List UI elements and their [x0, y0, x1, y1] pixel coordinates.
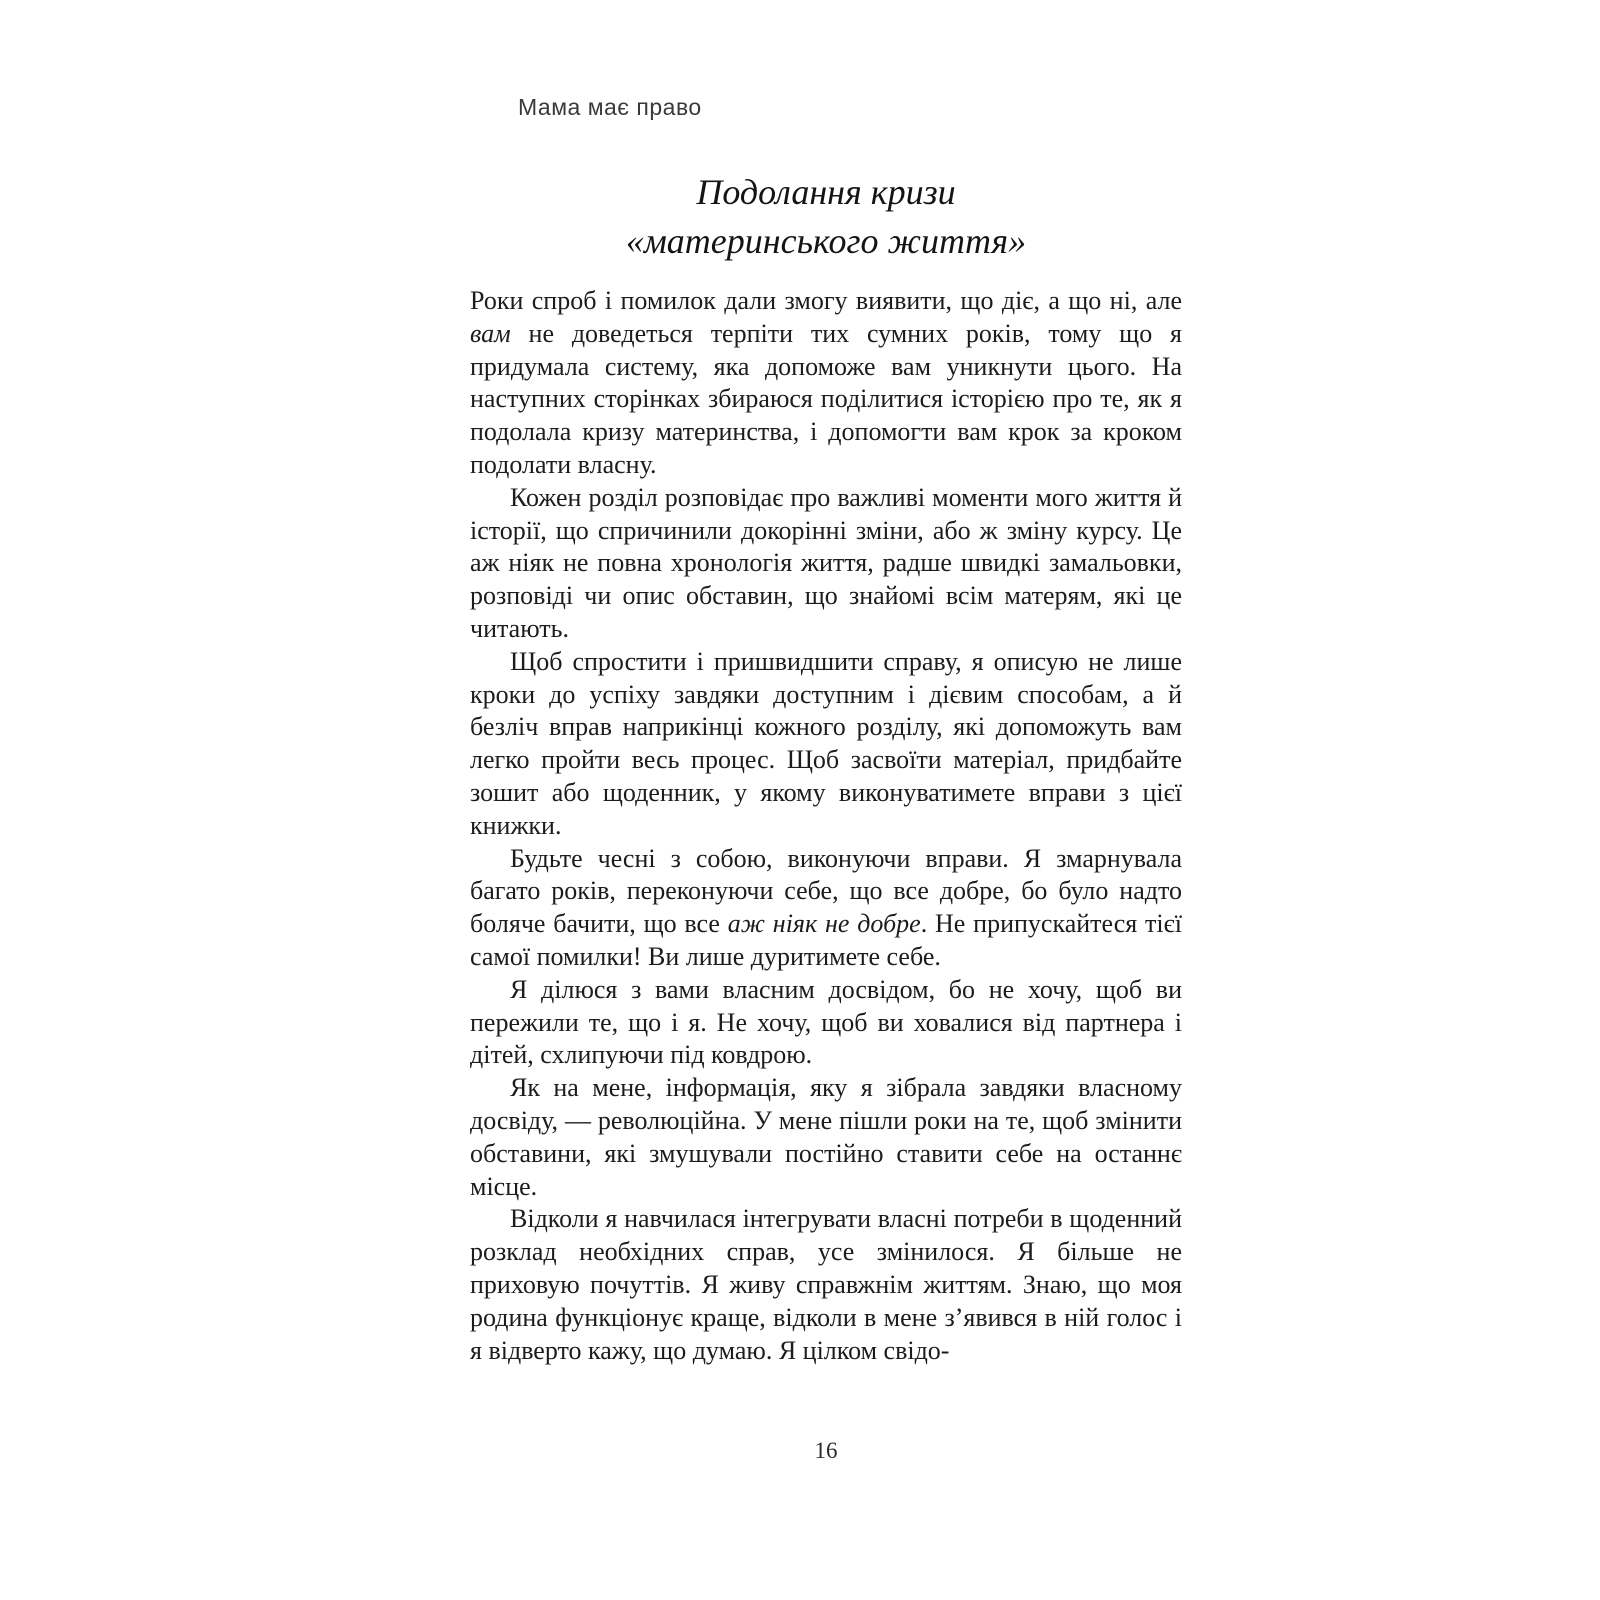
paragraph — [470, 1203, 1182, 1367]
chapter-title — [470, 168, 1182, 266]
emphasized-text: аж ніяк не добре — [727, 909, 921, 939]
page-number: 16 — [814, 1438, 838, 1463]
paragraph — [470, 285, 1182, 482]
paragraph — [470, 482, 1182, 646]
paragraph-text: Будьте чесні з собою, виконуючи вправи. Я змарнувала багато років, переконуючи себе, що все добре, бо було надто боляче бачити, що все — [470, 843, 1182, 939]
paragraph-text: Роки спроб і помилок дали змогу виявити, що діє, а що ні, але — [470, 286, 1182, 315]
chapter-title-line-1: Подолання кризи — [696, 172, 956, 212]
paragraph-text: Кожен розділ розповідає про важливі моменти мого життя й історії, що спричинили докорінні зміни, або ж зміну курсу. Це аж ніяк не повна хронологія життя, радше швидкі замальовки, розповіді чи опис обставин, що знайомі всім матерям, які це читають. — [470, 482, 1182, 643]
chapter-title-line-2: «материнського життя» — [625, 221, 1027, 261]
paragraph-text: Я ділюся з вами власним досвідом, бо не хочу, щоб ви пережили те, що і я. Не хочу, щоб ви ховалися від партнера і дітей, схлипуючи під ковдрою. — [470, 974, 1182, 1070]
paragraph-text: Як на мене, інформація, яку я зібрала завдяки власному досвіду, — революційна. У мене пішли роки на те, щоб змінити обставини, які змушували постійно ставити себе на останнє місце. — [470, 1073, 1182, 1201]
body-text — [470, 285, 1182, 1367]
running-header: Мама має право — [518, 94, 702, 120]
emphasized-text: вам — [470, 318, 511, 348]
paragraph — [470, 974, 1182, 1072]
paragraph — [470, 1072, 1182, 1203]
paragraph-text: не доведеться терпіти тих сумних років, тому що я придумала систему, яка допоможе вам уникнути цього. На наступних сторінках збираюся поділитися історією про те, як я подолала кризу материнства, і допомогти вам крок за кроком подолати власну. — [470, 318, 1182, 479]
paragraph-text: Відколи я навчилася інтегрувати власні потреби в щоденний розклад необхідних справ, усе змінилося. Я більше не приховую почуттів. Я живу справжнім життям. Знаю, що моя родина функціонує краще, відколи в мене з’явився в ній голос і я відверто кажу, що думаю. Я цілком свідо- — [470, 1204, 1182, 1365]
paragraph-text: Щоб спростити і пришвидшити справу, я описую не лише кроки до успіху завдяки доступним і дієвим способам, а й безліч вправ наприкінці кожного розділу, які допоможуть вам легко пройти весь процес. Щоб засвоїти матеріал, придбайте зошит або щоденник, у якому виконуватимете вправи з цієї книжки. — [470, 646, 1182, 840]
paragraph-text: . Не припускайтеся тієї самої помилки! Ви лише дуритимете себе. — [470, 909, 1182, 971]
paragraph — [470, 843, 1182, 974]
paragraph — [470, 646, 1182, 843]
